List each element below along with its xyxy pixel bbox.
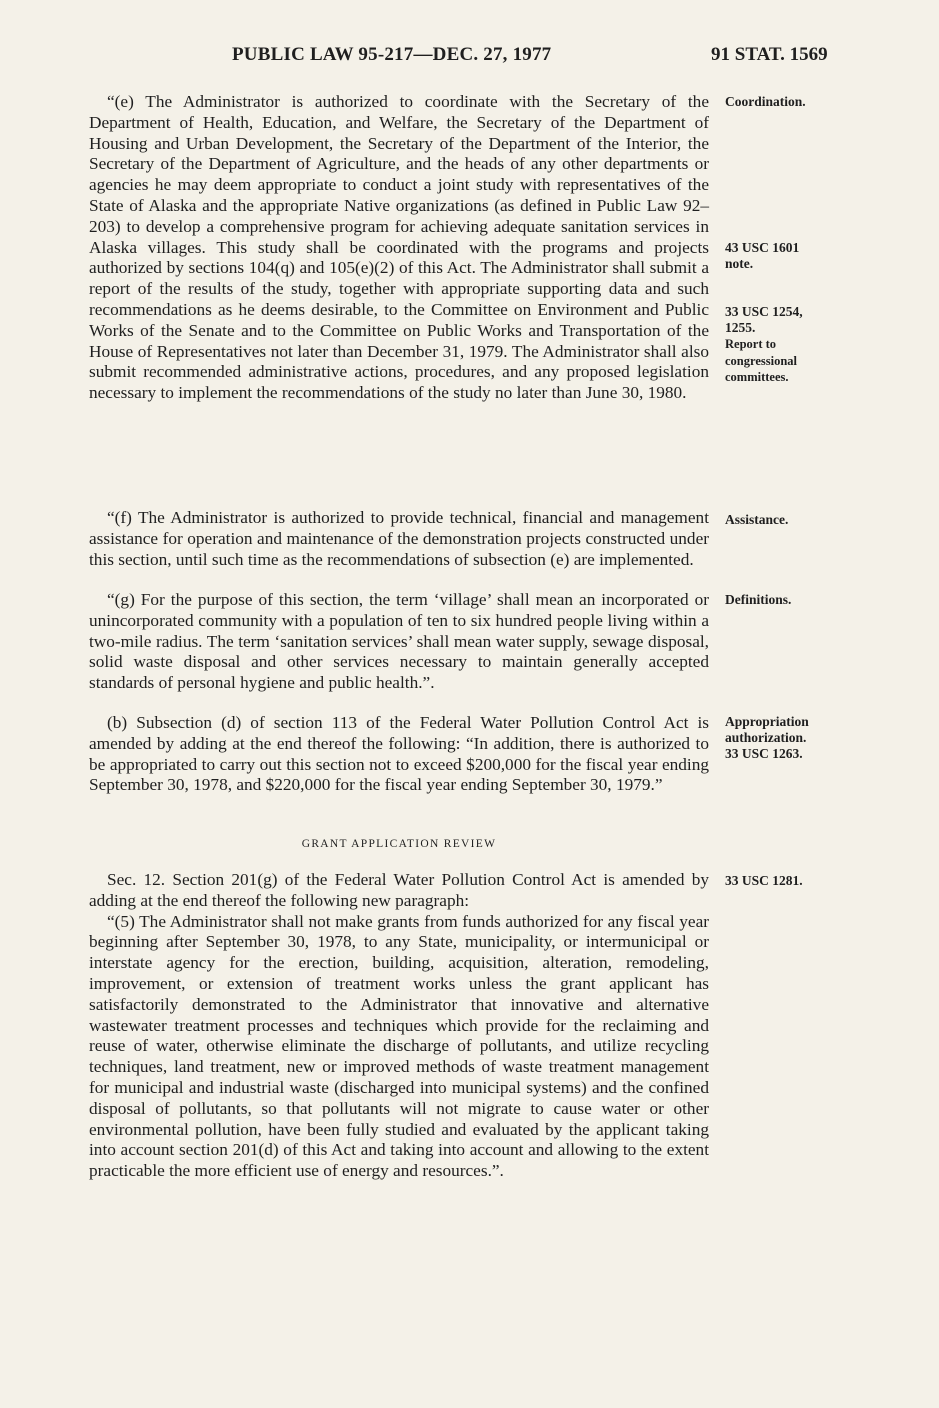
section-12-block xyxy=(89,870,709,1182)
margin-note-assistance: Assistance. xyxy=(725,512,789,527)
section-f-block xyxy=(89,508,709,570)
paragraph-e: “(e) The Administrator is authorized to coordinate with the Secretary of the Department of Health, Education, and Welfare, the Secretary of the Department of Housing and Urban Development, the Secretary of the Department of the Interior, the Secretary of the Department of Agriculture, and the heads of any other departments or agencies he may deem appropriate to conduct a joint study with representatives of the State of Alaska and the appropriate Native organizations (as defined in Public Law 92–203) to develop a comprehensive program for achieving adequate sanitation services in Alaska villages. This study shall be coordinated with the programs and projects authorized by sections 104(q) and 105(e)(2) of this Act. The Administrator shall submit a report of the results of the study, together with appropriate supporting data and such recommendations as he deems desirable, to the Committee on Environment and Public Works of the Senate and to the Committee on Public Works and Transportation of the House of Representatives not later than December 31, 1979. The Administrator shall also submit recommended administrative actions, procedures, and any proposed legislation necessary to implement the recommendations of the study no later than June 30, 1980. xyxy=(89,92,709,403)
margin-note-line: congressional xyxy=(725,353,797,368)
margin-note-line: 33 USC 1263. xyxy=(725,746,803,762)
section-g-block xyxy=(89,590,709,694)
margin-note-line: authorization. xyxy=(725,730,807,746)
section-b-block xyxy=(89,713,709,796)
page-header-stat: 91 STAT. 1569 xyxy=(711,44,828,65)
margin-note-line: Appropriation xyxy=(725,714,809,729)
margin-note-definitions: Definitions. xyxy=(725,592,792,607)
margin-note-43-usc-1601 xyxy=(725,240,845,272)
margin-note-line: Report to xyxy=(725,337,777,352)
section-e-block xyxy=(89,92,709,404)
paragraph-f: “(f) The Administrator is authorized to provide technical, financial and management assistance for operation and maintenance of the demonstration projects constructed under this section, until such time as the recommendations of subsection (e) are implemented. xyxy=(89,508,709,569)
paragraph-sec12: Sec. 12. Section 201(g) of the Federal Water Pollution Control Act is amended by adding at the end thereof the following new paragraph: xyxy=(89,870,709,910)
paragraph-b: (b) Subsection (d) of section 113 of the Federal Water Pollution Control Act is amended by adding at the end thereof the following: “In addition, there is authorized to be appropriated to carry out this section not to exceed $200,000 for the fiscal year ending September 30, 1978, and $220,000 for the fiscal year ending September 30, 1979.” xyxy=(89,713,709,795)
section-heading: GRANT APPLICATION REVIEW xyxy=(301,838,497,850)
margin-note-line: note. xyxy=(725,256,754,272)
margin-note-coordination: Coordination. xyxy=(725,94,806,109)
margin-note-line: committees. xyxy=(725,370,789,385)
paragraph-5: “(5) The Administrator shall not make grants from funds authorized for any fiscal year beginning after September 30, 1978, to any State, municipality, or intermunicipal or interstate agency for the erection, building, acquisition, alteration, remodeling, improvement, or extension of treatment works unless the grant applicant has satisfactorily demonstrated to the Administrator that innovative and alternative wastewater treatment processes and techniques which provide for the reclaiming and reuse of water, otherwise eliminate the discharge of pollutants, and utilize recycling techniques, land treatment, new or improved methods of waste treatment management for municipal and industrial waste (discharged into municipal systems) and the confined disposal of pollutants, so that pollutants will not migrate to cause water or other environmental pollution, have been fully studied and evaluated by the applicant taking into account section 201(d) of this Act and taking into account and allowing to the extent practicable the more efficient use of energy and resources.”. xyxy=(89,911,709,1181)
page-header-title: PUBLIC LAW 95-217—DEC. 27, 1977 xyxy=(232,44,552,65)
paragraph-g: “(g) For the purpose of this section, the term ‘village’ shall mean an incorporated or unincorporated community with a population of ten to six hundred people living within a two-mile radius. The term ‘sanitation services’ shall mean water supply, sewage disposal, solid waste disposal and other services necessary to maintain generally accepted standards of personal hygiene and public health.”. xyxy=(89,590,709,693)
margin-note-line: 33 USC 1254, xyxy=(725,304,803,319)
margin-note-33-usc-1254 xyxy=(725,304,845,386)
margin-note-33-usc-1281: 33 USC 1281. xyxy=(725,873,803,888)
margin-note-line: 43 USC 1601 xyxy=(725,240,800,255)
margin-note-appropriation xyxy=(725,714,845,763)
margin-note-line: 1255. xyxy=(725,320,756,336)
